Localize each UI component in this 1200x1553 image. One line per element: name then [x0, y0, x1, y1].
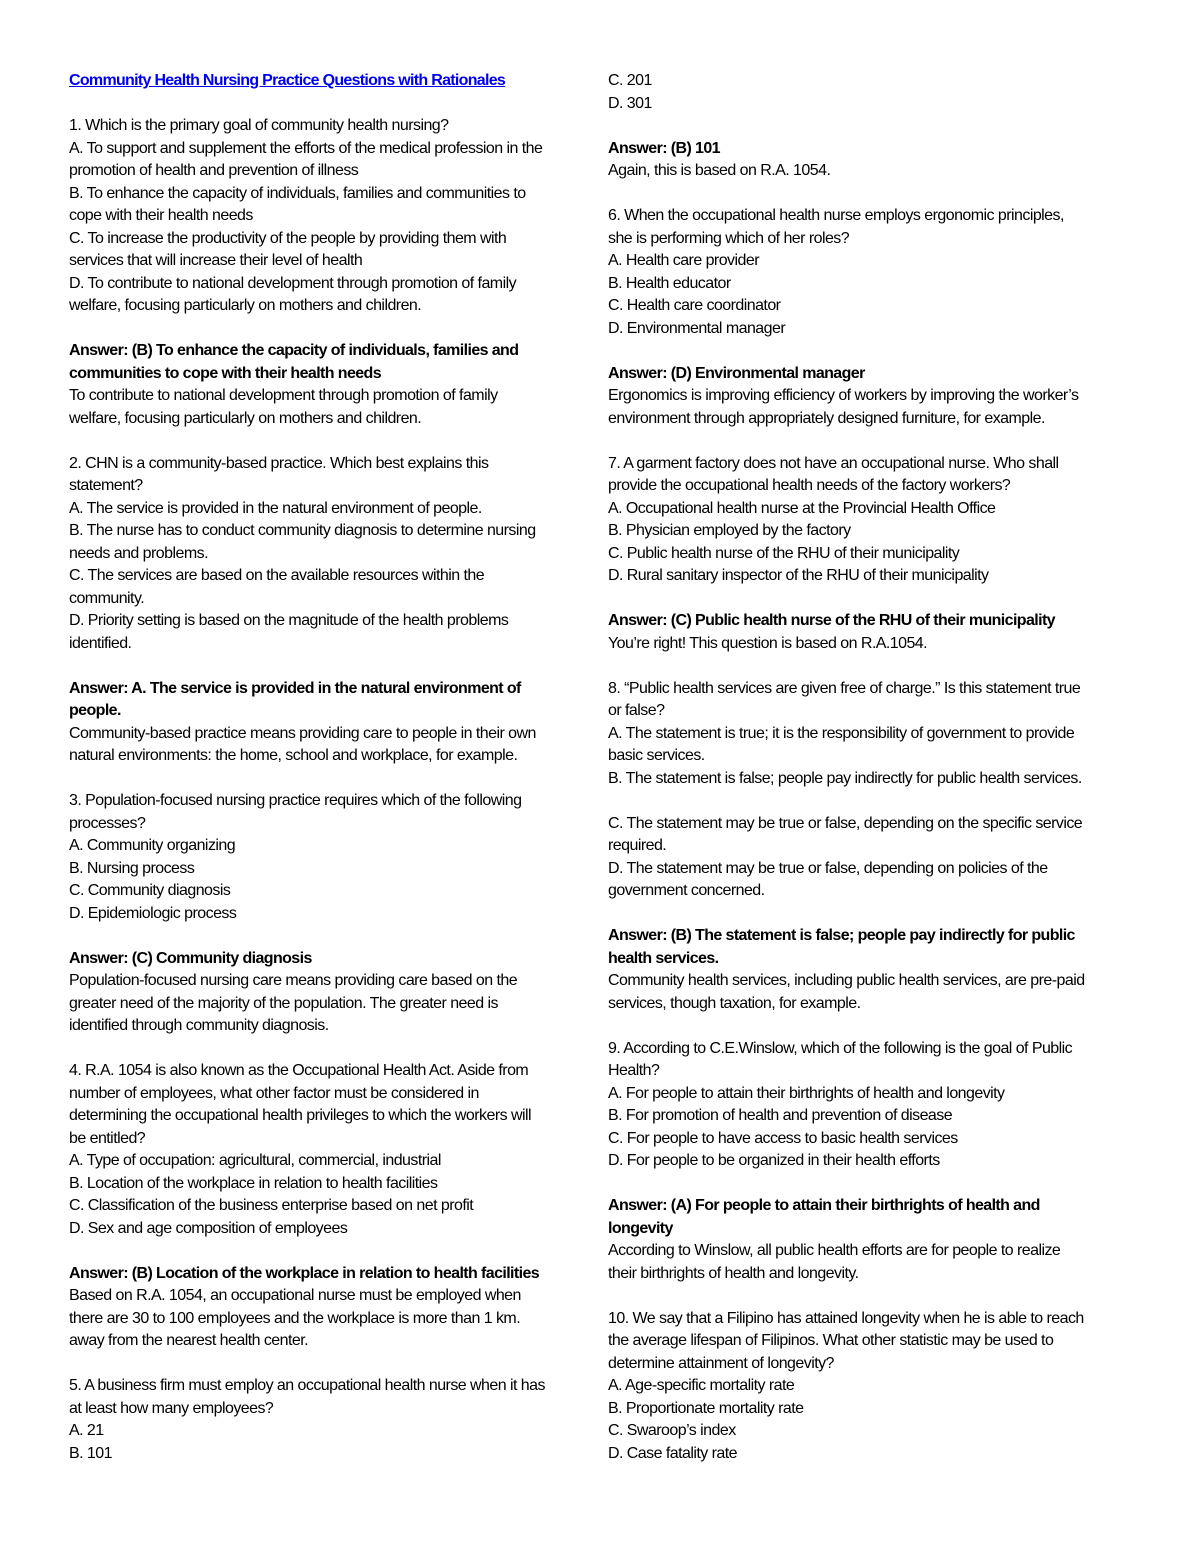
answer-line: Answer: (A) For people to attain their birthrights of health and: [608, 1197, 1040, 1214]
text-line: A. Age-specific mortality rate: [608, 1377, 795, 1394]
text-line: C. 201: [608, 72, 652, 89]
text-line: statement?: [69, 477, 143, 494]
text-line: You’re right! This question is based on R.A.1054.: [608, 634, 928, 652]
text-line: A. For people to attain their birthrights of health and longevity: [608, 1084, 1005, 1102]
text-line: services, though taxation, for example.: [608, 994, 861, 1012]
text-line: D. Case fatality rate: [608, 1444, 737, 1462]
blank-line: [608, 1173, 1132, 1196]
text-line: A. The service is provided in the natural environment of people.: [69, 499, 482, 517]
text-line: or false?: [608, 702, 665, 719]
text-line: B. Proportionate mortality rate: [608, 1399, 804, 1417]
text-line: identified.: [69, 634, 132, 652]
text-line: D. To contribute to national development through promotion of family: [69, 274, 517, 292]
text-line: cope with their health needs: [69, 207, 253, 224]
text-line: Population-focused nursing care means providing care based on the: [69, 972, 518, 989]
text-line: D. Environmental manager: [608, 319, 786, 337]
answer-line: Answer: (B) 101: [608, 139, 720, 157]
text-line: environment through appropriately designed furniture, for example.: [608, 409, 1045, 427]
text-line: D. The statement may be true or false, depending on policies of the: [608, 859, 1048, 877]
blank-line: [69, 768, 591, 791]
answer-line: Answer: (C) Community diagnosis: [69, 949, 312, 967]
text-line: 8. “Public health services are given free of charge.” Is this statement true: [608, 679, 1081, 697]
text-line: 5. A business firm must employ an occupational health nurse when it has: [69, 1377, 545, 1394]
text-line: number of employees, what other factor must be considered in: [69, 1084, 479, 1102]
blank-line: [69, 93, 591, 116]
text-line: Again, this is based on R.A. 1054.: [608, 162, 831, 179]
answer-line: people.: [69, 702, 121, 719]
text-line: she is performing which of her roles?: [608, 229, 850, 247]
blank-line: [608, 115, 1132, 138]
text-line: determining the occupational health privileges to which the workers will: [69, 1107, 531, 1124]
text-line: 1. Which is the primary goal of community health nursing?: [69, 117, 449, 134]
text-line: D. Sex and age composition of employees: [69, 1219, 348, 1237]
blank-line: [608, 903, 1132, 926]
text-line: Based on R.A. 1054, an occupational nurse must be employed when: [69, 1287, 521, 1304]
text-line: Health?: [608, 1062, 660, 1079]
text-line: welfare, focusing particularly on mothers and children.: [69, 409, 422, 427]
document-title-link[interactable]: Community Health Nursing Practice Questions with Rationales: [69, 72, 506, 89]
blank-line: [608, 790, 1132, 813]
text-line: community.: [69, 589, 145, 607]
text-line: D. Priority setting is based on the magnitude of the health problems: [69, 612, 509, 629]
blank-line: [608, 1015, 1132, 1038]
blank-line: [69, 430, 591, 453]
text-line: 4. R.A. 1054 is also known as the Occupational Health Act. Aside from: [69, 1062, 529, 1079]
text-line: services that will increase their level of health: [69, 252, 363, 269]
text-line: B. Health educator: [608, 274, 731, 292]
text-line: A. The statement is true; it is the responsibility of government to provide: [608, 724, 1075, 742]
text-line: A. Occupational health nurse at the Provincial Health Office: [608, 499, 996, 517]
text-line: 7. A garment factory does not have an occupational nurse. Who shall: [608, 454, 1059, 472]
right-column: [608, 70, 1132, 1465]
answer-line: Answer: (B) The statement is false; people pay indirectly for public: [608, 927, 1075, 944]
answer-line: longevity: [608, 1219, 673, 1237]
answer-line: health services.: [608, 949, 719, 967]
text-line: B. The nurse has to conduct community diagnosis to determine nursing: [69, 522, 536, 539]
text-line: C. Public health nurse of the RHU of their municipality: [608, 544, 960, 562]
text-line: C. The services are based on the available resources within the: [69, 567, 485, 584]
text-line: B. 101: [69, 1444, 112, 1462]
text-line: According to Winslow, all public health efforts are for people to realize: [608, 1242, 1061, 1259]
text-line: identified through community diagnosis.: [69, 1017, 329, 1034]
text-line: D. Rural sanitary inspector of the RHU of their municipality: [608, 567, 989, 584]
blank-line: [608, 1285, 1132, 1308]
text-line: D. Epidemiologic process: [69, 904, 237, 922]
text-line: C. Swaroop’s index: [608, 1422, 736, 1439]
text-line: there are 30 to 100 employees and the workplace is more than 1 km.: [69, 1309, 521, 1327]
text-line: To contribute to national development through promotion of family: [69, 387, 498, 404]
blank-line: [69, 655, 591, 678]
text-line: natural environments: the home, school and workplace, for example.: [69, 747, 518, 764]
text-line: Community health services, including public health services, are pre-paid: [608, 972, 1085, 989]
text-line: their birthrights of health and longevity.: [608, 1264, 859, 1282]
text-line: 3. Population-focused nursing practice requires which of the following: [69, 792, 522, 809]
blank-line: [608, 655, 1132, 678]
answer-line: communities to cope with their health needs: [69, 364, 382, 382]
blank-line: [69, 925, 591, 948]
blank-line: [69, 1038, 591, 1061]
answer-line: Answer: A. The service is provided in the natural environment of: [69, 679, 521, 697]
text-line: government concerned.: [608, 882, 765, 899]
answer-line: Answer: (C) Public health nurse of the RHU of their municipality: [608, 612, 1055, 629]
text-line: B. For promotion of health and prevention of disease: [608, 1107, 953, 1124]
left-column: [69, 70, 591, 1465]
text-line: 6. When the occupational health nurse employs ergonomic principles,: [608, 207, 1064, 224]
text-line: A. 21: [69, 1422, 104, 1439]
answer-line: Answer: (B) Location of the workplace in relation to health facilities: [69, 1264, 540, 1282]
text-line: B. Location of the workplace in relation to health facilities: [69, 1174, 438, 1192]
text-line: away from the nearest health center.: [69, 1332, 309, 1349]
answer-line: Answer: (B) To enhance the capacity of individuals, families and: [69, 342, 519, 359]
text-line: the average lifespan of Filipinos. What other statistic may be used to: [608, 1332, 1054, 1349]
text-line: D. 301: [608, 94, 652, 112]
text-line: be entitled?: [69, 1129, 146, 1147]
text-line: processes?: [69, 814, 146, 832]
text-line: provide the occupational health needs of the factory workers?: [608, 477, 1011, 494]
text-line: at least how many employees?: [69, 1399, 274, 1417]
text-line: required.: [608, 837, 667, 854]
blank-line: [69, 1240, 591, 1263]
text-line: promotion of health and prevention of illness: [69, 162, 359, 179]
blank-line: [608, 340, 1132, 363]
text-line: A. Community organizing: [69, 837, 236, 854]
text-line: welfare, focusing particularly on mothers and children.: [69, 297, 422, 314]
text-line: A. Health care provider: [608, 252, 759, 269]
text-line: Community-based practice means providing care to people in their own: [69, 724, 536, 742]
text-line: C. For people to have access to basic health services: [608, 1129, 958, 1147]
text-line: C. The statement may be true or false, depending on the specific service: [608, 814, 1083, 832]
text-line: 9. According to C.E.Winslow, which of the following is the goal of Public: [608, 1039, 1073, 1057]
text-line: B. To enhance the capacity of individuals, families and communities to: [69, 184, 526, 202]
text-line: B. Nursing process: [69, 859, 195, 877]
text-line: 10. We say that a Filipino has attained longevity when he is able to reach: [608, 1309, 1084, 1327]
blank-line: [69, 318, 591, 341]
blank-line: [69, 1353, 591, 1376]
text-line: determine attainment of longevity?: [608, 1354, 834, 1372]
text-line: A. To support and supplement the efforts of the medical profession in the: [69, 139, 543, 157]
blank-line: [608, 430, 1132, 453]
text-line: needs and problems.: [69, 544, 208, 562]
text-line: C. Community diagnosis: [69, 882, 231, 899]
text-line: C. Health care coordinator: [608, 297, 781, 314]
text-line: 2. CHN is a community-based practice. Which best explains this: [69, 454, 489, 472]
blank-line: [608, 183, 1132, 206]
text-line: B. The statement is false; people pay indirectly for public health services.: [608, 769, 1082, 787]
blank-line: [608, 588, 1132, 611]
text-line: basic services.: [608, 747, 705, 764]
text-line: B. Physician employed by the factory: [608, 522, 851, 539]
text-line: Ergonomics is improving efficiency of workers by improving the worker’s: [608, 387, 1079, 404]
text-line: C. To increase the productivity of the people by providing them with: [69, 229, 507, 247]
text-line: A. Type of occupation: agricultural, commercial, industrial: [69, 1152, 441, 1169]
text-line: greater need of the majority of the population. The greater need is: [69, 994, 498, 1012]
text-line: D. For people to be organized in their health efforts: [608, 1152, 940, 1169]
answer-line: Answer: (D) Environmental manager: [608, 364, 865, 382]
text-line: C. Classification of the business enterprise based on net profit: [69, 1197, 474, 1214]
